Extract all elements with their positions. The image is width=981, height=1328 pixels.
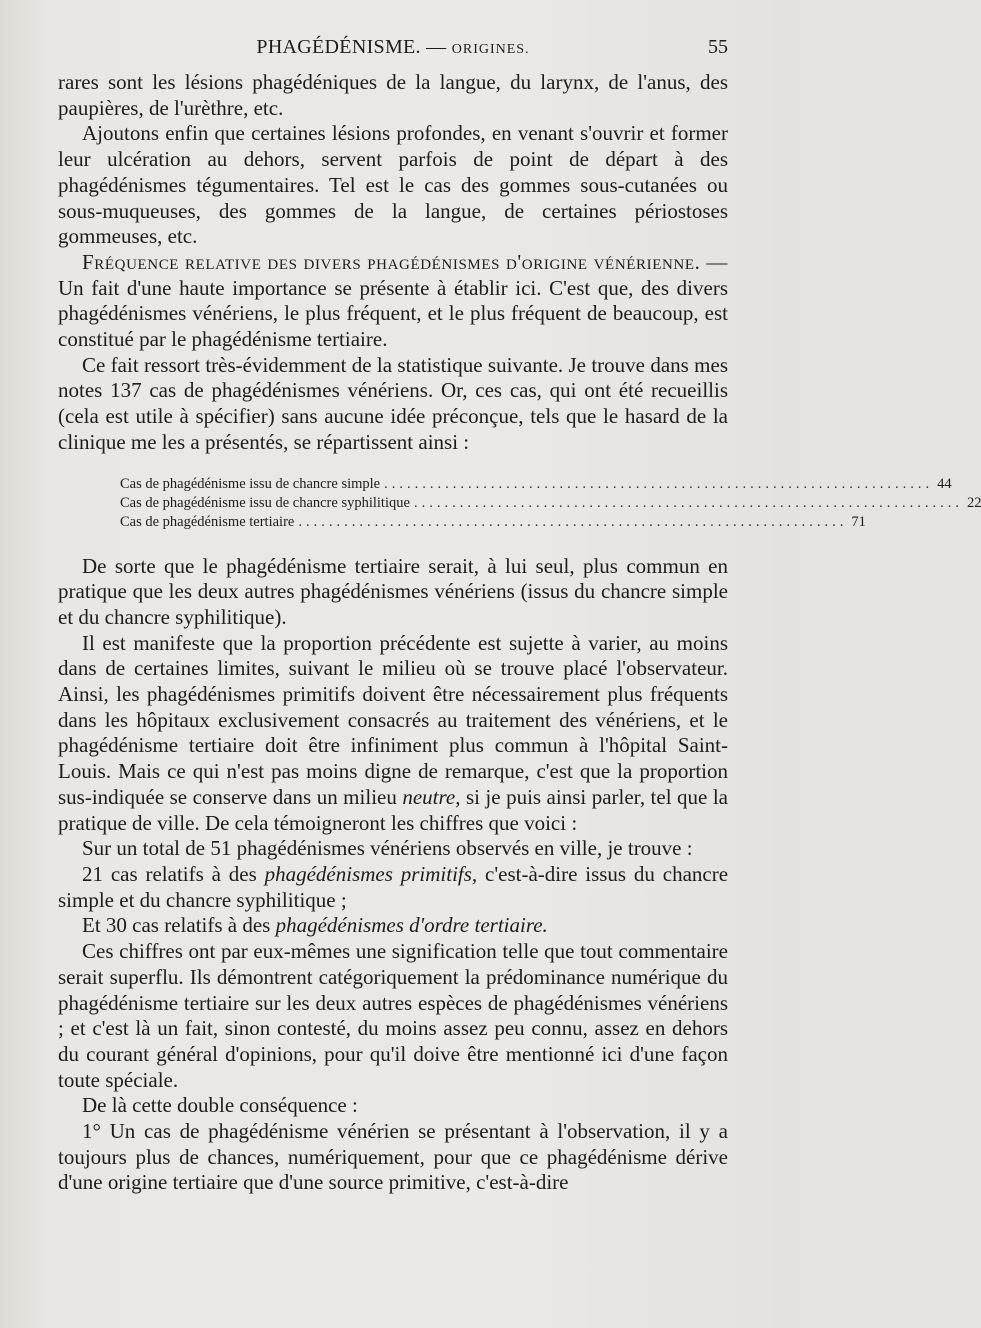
running-title-sub: ORIGINES. bbox=[451, 42, 530, 57]
paragraph: rares sont les lésions phagédéniques de la langue, du larynx, de l'anus, des paupières, de l'urèthre, etc. bbox=[58, 70, 728, 120]
paragraph-text: si je puis ainsi parler, tel que la pratique de ville. De cela témoigneront les chiffres que voici : bbox=[58, 784, 728, 835]
paragraph: Ajoutons enfin que certaines lésions profondes, en venant s'ouvrir et former leur ulcération au dehors, servent parfois de point de départ à des phagédénismes tégumentaires. Tel est le cas des gommes sous-cutanées ou sous-muqueuses, des gommes de la langue, de certaines périostoses gommeuses, etc. bbox=[58, 121, 728, 249]
paragraph-text: Il est manifeste que la proportion précédente est sujette à varier, au moins dans de certaines limites, suivant le milieu où se trouve placé l'observateur. Ainsi, les phagédénismes primitifs doivent être nécessairement plus fréquents dans les hôpitaux exclusivement consacrés au traitement des vénériens, et le phagédénisme tertiaire doit être infiniment plus commun à l'hôpital Saint-Louis. Mais ce qui n'est pas moins digne de remarque, c'est que la proportion sus-indiquée se conserve dans un milieu bbox=[58, 630, 728, 809]
paragraph-text: Un fait d'une haute importance se présente à établir ici. C'est que, des divers phagédénismes vénériens, le plus fréquent, et le plus fréquent de beaucoup, est constitué par le phagédénisme tertiaire. bbox=[58, 275, 728, 352]
paragraph-text: 21 cas relatifs à des bbox=[82, 861, 257, 886]
stat-label: Cas de phagédénisme issu de chancre simple bbox=[120, 475, 381, 492]
paragraph: Sur un total de 51 phagédénismes vénériens observés en ville, je trouve : bbox=[82, 836, 693, 861]
stat-value: 44 bbox=[937, 475, 952, 492]
statistics-table bbox=[120, 475, 981, 532]
dot-leader: ........................................................................ bbox=[384, 475, 934, 492]
page-header bbox=[58, 36, 728, 62]
paragraph bbox=[58, 913, 728, 939]
running-title-main: PHAGÉDÉNISME. — bbox=[256, 36, 447, 58]
dot-leader: ........................................................................ bbox=[413, 494, 963, 511]
paragraph: Ces chiffres ont par eux-mêmes une signification telle que tout commentaire serait superflu. Ils démontrent catégoriquement la prédominance numérique du phagédénisme tertiaire sur les deux autres espèces de phagédénismes vénériens ; et c'est là un fait, sinon contesté, du moins assez peu connu, assez en dehors du courant général d'opinions, pour qu'il doive être mentionné ici d'une façon toute spéciale. bbox=[58, 939, 728, 1092]
stat-value: 71 bbox=[851, 513, 866, 530]
emphasis-text: phagédénismes primitifs, bbox=[264, 861, 478, 886]
page-number: 55 bbox=[708, 36, 728, 58]
paragraph: De là cette double conséquence : bbox=[82, 1093, 358, 1118]
emphasis-text: neutre, bbox=[402, 784, 461, 809]
paragraph: Ce fait ressort très-évidemment de la statistique suivante. Je trouve dans mes notes 137 cas de phagédénismes vénériens. Or, ces cas, qui ont été recueillis (cela est utile à spécifier) sans aucune idée préconçue, tels que le hasard de la clinique me les a présentés, se répartissent ainsi : bbox=[58, 352, 728, 454]
section-paragraph bbox=[58, 250, 728, 353]
paragraph bbox=[58, 631, 728, 837]
stat-label: Cas de phagédénisme issu de chancre syphilitique bbox=[120, 494, 410, 511]
section-subheading: Fréquence relative des divers phagédénismes d'origine vénérienne. — bbox=[82, 249, 728, 274]
page-body bbox=[58, 70, 981, 1196]
paragraph: 1° Un cas de phagédénisme vénérien se présentant à l'observation, il y a toujours plus de chances, numériquement, pour que ce phagédénisme dérive d'une origine tertiaire que d'une source primitive, c'est-à-dire bbox=[58, 1119, 728, 1195]
paragraph-text: Et 30 cas relatifs à des bbox=[82, 913, 271, 938]
running-title bbox=[58, 36, 728, 59]
paragraph bbox=[58, 862, 728, 913]
paragraph-text: c'est-à-dire issus du chancre simple et du chancre syphilitique ; bbox=[58, 861, 729, 912]
stat-row bbox=[120, 513, 866, 532]
stat-row bbox=[120, 494, 981, 513]
stat-value: 22 bbox=[966, 494, 981, 511]
paragraph: De sorte que le phagédénisme tertiaire serait, à lui seul, plus commun en pratique que les deux autres phagédénismes vénériens (issus du chancre simple et du chancre syphilitique). bbox=[58, 553, 728, 629]
dot-leader: ........................................................................ bbox=[298, 513, 848, 530]
stat-row bbox=[120, 475, 952, 494]
emphasis-text: phagédénismes d'ordre tertiaire. bbox=[275, 913, 548, 938]
stat-label: Cas de phagédénisme tertiaire bbox=[120, 513, 295, 530]
